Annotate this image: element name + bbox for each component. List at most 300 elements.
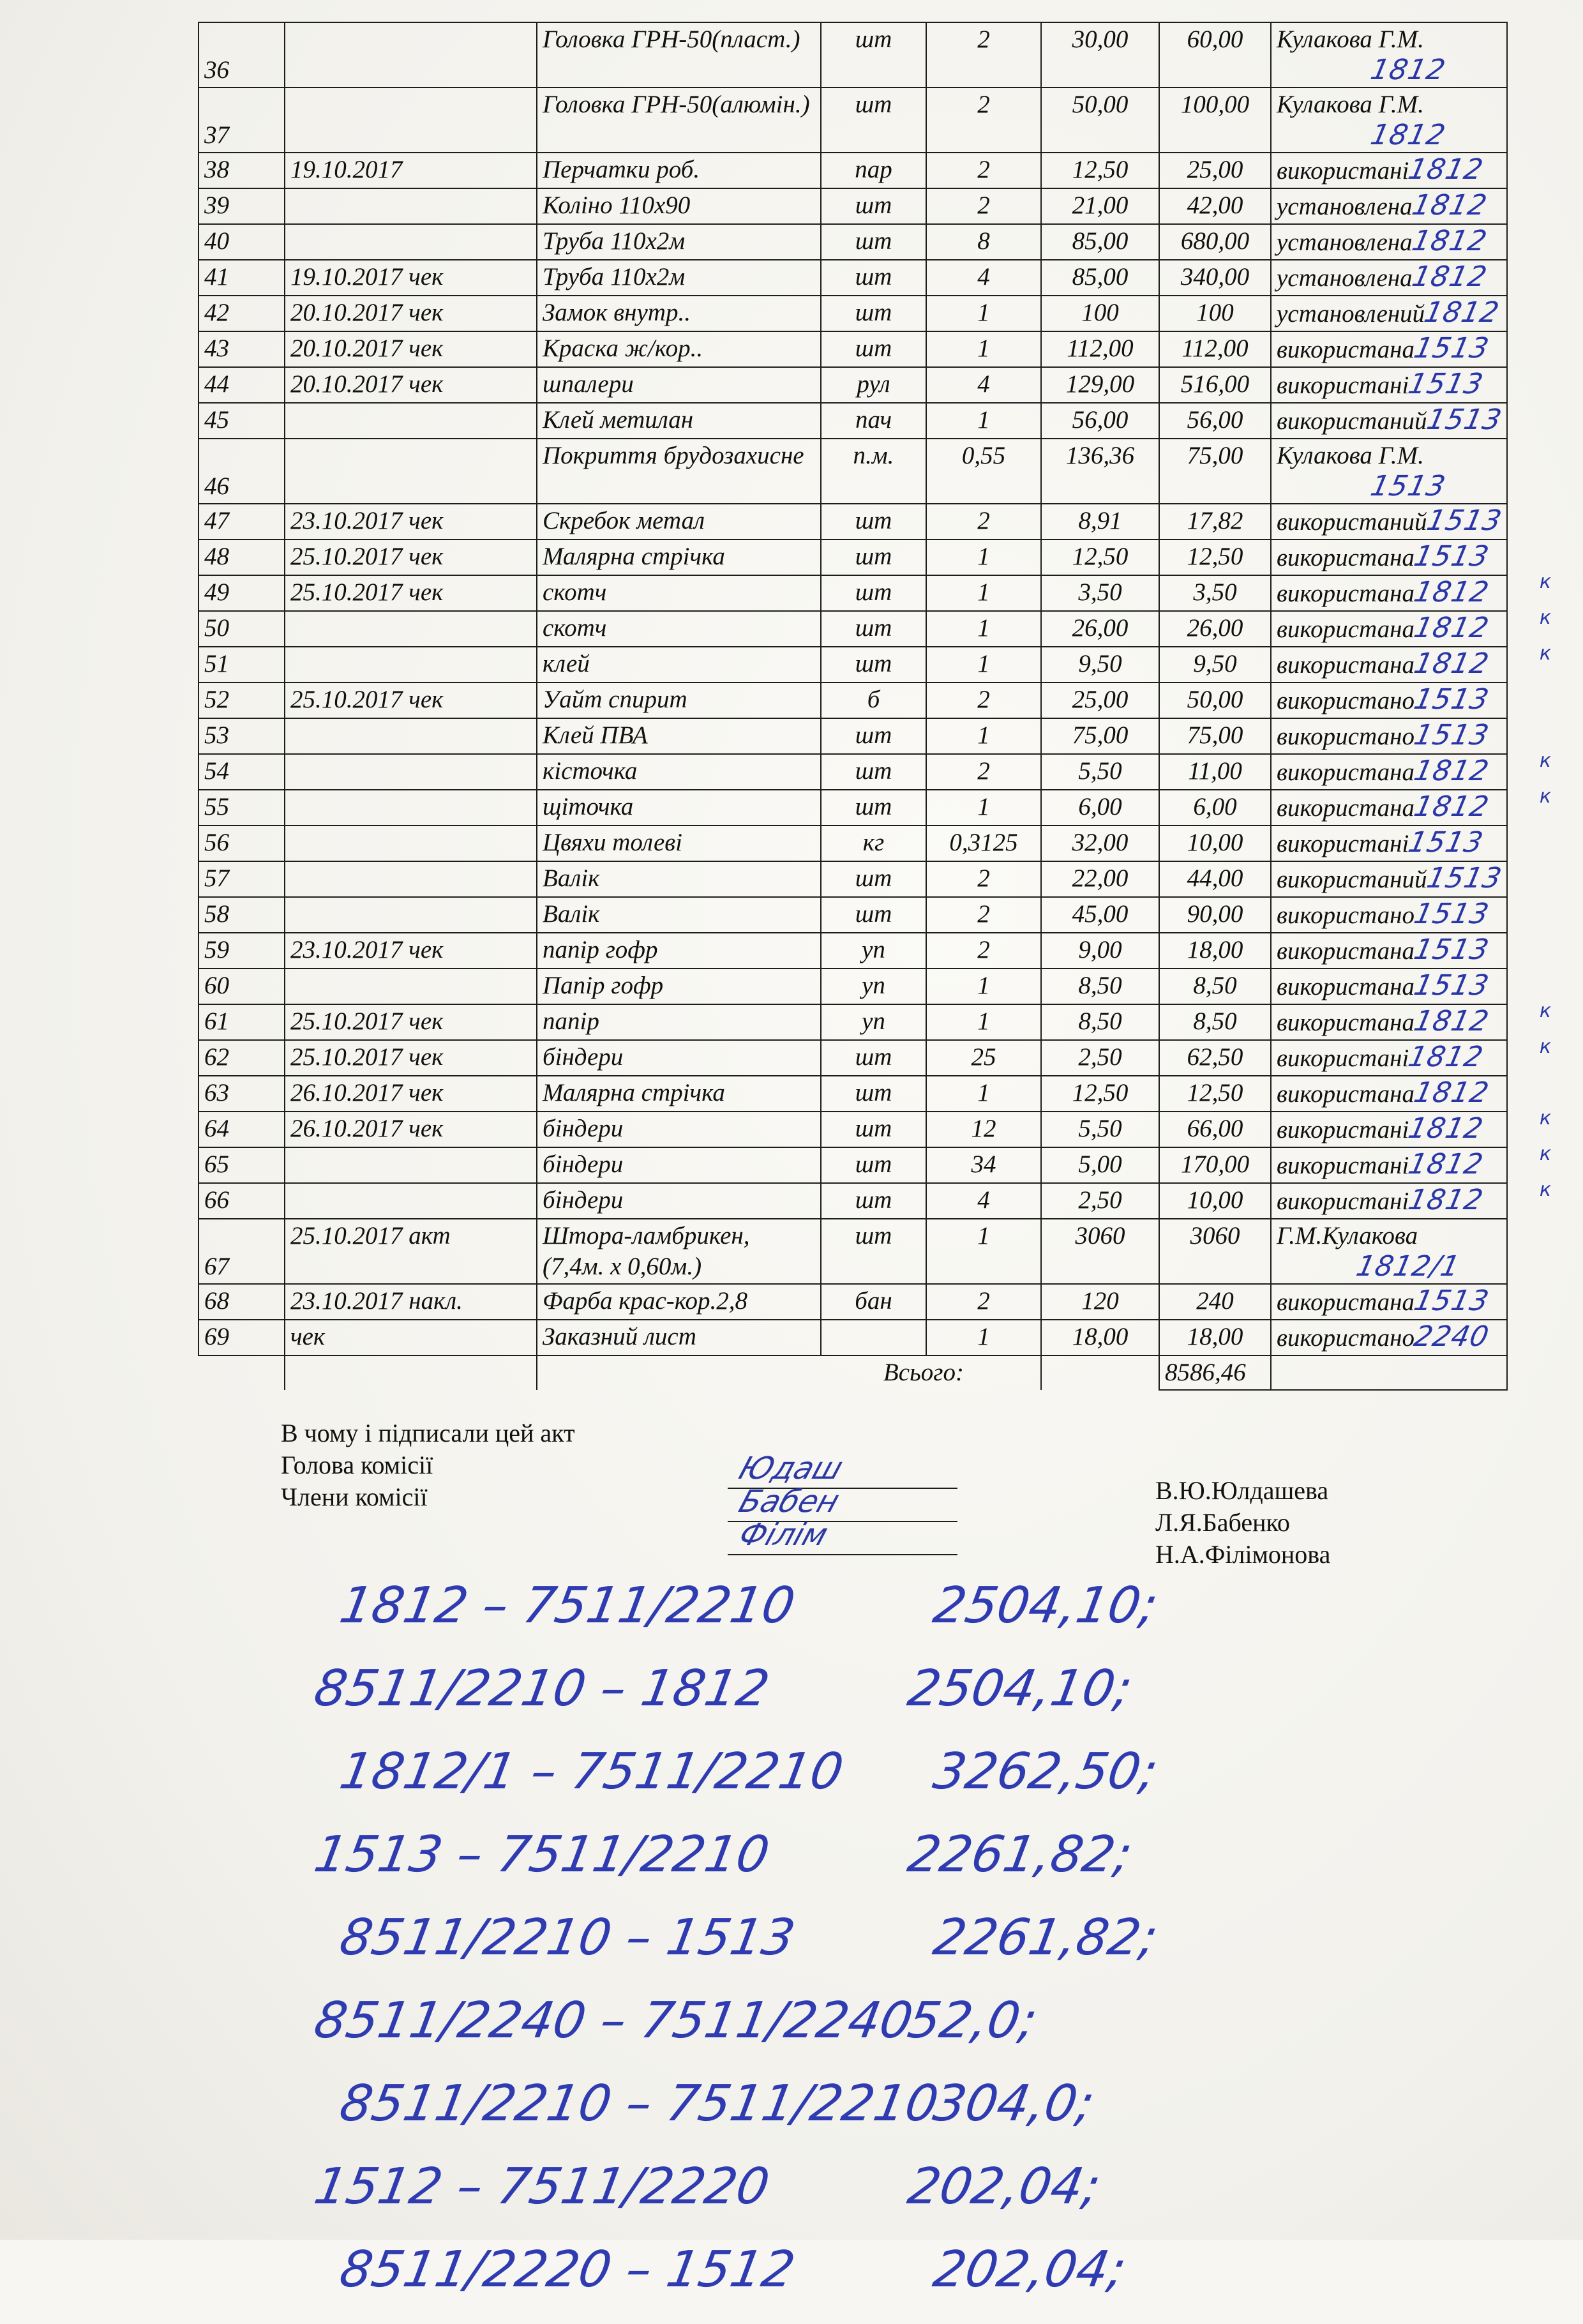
unit [821,1320,926,1355]
sum: 90,00 [1159,897,1271,933]
item-name: Валік [537,861,821,897]
unit: кг [821,826,926,861]
handwritten-account-code: 1513 [1411,933,1492,966]
price: 112,00 [1041,331,1159,367]
note-text: установлена [1277,264,1413,292]
quantity: 34 [926,1147,1041,1183]
unit: шт [821,260,926,296]
quantity: 2 [926,897,1041,933]
unit: п.м. [821,439,926,504]
handwritten-entry-amount: 2504,10; [929,1577,1162,1634]
unit: шт [821,647,926,683]
item-name: Фарба крас-кор.2,8 [537,1284,821,1320]
note-text: Кулакова Г.М. [1277,26,1424,53]
handwritten-entry-accounts: 8511/2210 – 1812 [310,1660,774,1717]
quantity: 2 [926,504,1041,540]
quantity: 0,3125 [926,826,1041,861]
table-row [199,260,1507,296]
row-date [285,439,537,504]
table-row [199,790,1507,826]
footer-line-1: В чому і підписали цей акт [281,1419,575,1447]
handwritten-account-code: 1812 [1411,612,1492,644]
price: 100 [1041,296,1159,331]
unit: пач [821,403,926,439]
quantity: 4 [926,367,1041,403]
item-name: Уайт спирит [537,683,821,718]
note-text: використана [1277,544,1414,571]
sum: 11,00 [1159,754,1271,790]
row-date [285,861,537,897]
note-text: використані [1277,1152,1409,1179]
row-number: 66 [199,1183,285,1219]
unit: шт [821,754,926,790]
price: 136,36 [1041,439,1159,504]
table-row [199,331,1507,367]
row-number: 59 [199,933,285,969]
note-text: використана [1277,1080,1414,1108]
sum: 12,50 [1159,540,1271,575]
sum: 44,00 [1159,861,1271,897]
handwritten-entry-amount: 3262,50; [929,1743,1162,1800]
item-name: Коліно 110х90 [537,188,821,224]
table-row [199,1147,1507,1183]
note-cell [1271,861,1507,897]
handwritten-entry-accounts: 8511/2210 – 7511/2210 [335,2075,943,2132]
note-cell [1271,439,1507,504]
handwritten-entry [331,1743,1227,1826]
row-date [285,87,537,153]
row-date: чек [285,1320,537,1355]
price: 5,00 [1041,1147,1159,1183]
price: 12,50 [1041,153,1159,188]
unit: шт [821,790,926,826]
handwritten-entry-accounts: 1512 – 7511/2220 [310,2158,774,2215]
row-number: 43 [199,331,285,367]
inventory-table [198,22,1551,1391]
handwritten-account-code: 1513 [1411,969,1492,1002]
item-name: Труба 110х2м [537,260,821,296]
price: 18,00 [1041,1320,1159,1355]
row-date [285,647,537,683]
row-number: 65 [199,1147,285,1183]
note-cell [1271,1036,1551,1076]
item-name: щіточка [537,790,821,826]
unit: б [821,683,926,718]
note-text: використана [1277,758,1414,786]
handwritten-entry [331,1909,1227,1992]
item-name: Цвяхи толеві [537,826,821,861]
row-number: 38 [199,153,285,188]
table-row [199,1076,1507,1112]
row-number: 37 [199,87,285,153]
item-name: Скребок метал [537,504,821,540]
note-cell [1271,296,1507,331]
quantity: 2 [926,188,1041,224]
handwritten-entry-accounts: 8511/2240 – 7511/2240 [310,1992,917,2049]
table-row [199,87,1507,153]
handwritten-entry-amount: 202,04; [903,2158,1105,2215]
sum: 18,00 [1159,1320,1271,1355]
row-number: 61 [199,1004,285,1040]
row-number: 57 [199,861,285,897]
unit: шт [821,575,926,611]
handwritten-account-code: 1513 [1411,1285,1492,1317]
handwritten-account-code: 1513 [1367,470,1449,502]
commission-name: Н.А.Філімонова [1155,1540,1331,1569]
handwritten-entry-amount: 202,04; [929,2241,1130,2298]
table-row [199,224,1507,260]
unit: шт [821,611,926,647]
row-number: 51 [199,647,285,683]
table-row [199,575,1507,611]
handwritten-account-code: 1513 [1411,898,1492,930]
row-date [285,1147,537,1183]
note-text: використана [1277,580,1414,607]
unit: рул [821,367,926,403]
item-name: Заказний лист [537,1320,821,1355]
item-name: біндери [537,1112,821,1147]
handwritten-account-code: 1513 [1406,368,1487,400]
note-cell [1271,1000,1551,1040]
commission-name: В.Ю.Юлдашева [1155,1476,1329,1505]
price: 45,00 [1041,897,1159,933]
handwritten-entry [306,1992,1201,2075]
note-text: Кулакова Г.М. [1277,442,1424,469]
item-name: клей [537,647,821,683]
handwritten-entry [306,2158,1201,2241]
handwritten-account-code: 1812 [1406,1041,1487,1073]
price: 22,00 [1041,861,1159,897]
sum: 100 [1159,296,1271,331]
row-date [285,1183,537,1219]
handwritten-account-code: 1513 [1406,826,1487,859]
price: 12,50 [1041,1076,1159,1112]
note-text: використані [1277,1116,1409,1143]
unit: шт [821,1112,926,1147]
item-name: скотч [537,575,821,611]
quantity: 1 [926,403,1041,439]
row-number: 44 [199,367,285,403]
note-cell [1271,1107,1551,1147]
note-text: використаний [1277,866,1427,893]
handwritten-account-code: 1812 [1406,1184,1487,1216]
row-number: 39 [199,188,285,224]
quantity: 1 [926,296,1041,331]
note-text: використана [1277,651,1414,679]
unit: шт [821,224,926,260]
handwritten-account-code: 1812 [1411,790,1492,823]
sum: 100,00 [1159,87,1271,153]
note-text: установлений [1277,300,1425,328]
price: 75,00 [1041,718,1159,754]
item-name: Краска ж/кор.. [537,331,821,367]
quantity: 1 [926,1320,1041,1355]
sum: 56,00 [1159,403,1271,439]
note-text: використані [1277,1188,1409,1215]
note-text: використані [1277,157,1409,185]
row-date [285,826,537,861]
quantity: 1 [926,718,1041,754]
sum: 66,00 [1159,1112,1271,1147]
quantity: 1 [926,1219,1041,1284]
footer-line-3: Члени комісії [281,1483,428,1511]
unit: шт [821,1183,926,1219]
note-cell [1271,1143,1551,1183]
note-cell [1271,331,1507,367]
unit: пар [821,153,926,188]
row-date: 23.10.2017 чек [285,933,537,969]
note-text: Кулакова Г.М. [1277,91,1424,118]
price: 2,50 [1041,1040,1159,1076]
handwritten-entry-amount: 2261,82; [929,1909,1162,1966]
row-number: 48 [199,540,285,575]
note-cell [1271,826,1507,861]
note-cell [1271,224,1507,260]
note-text: використана [1277,973,1414,1000]
table-row [199,1320,1507,1355]
sum: 60,00 [1159,22,1271,87]
total-label: Всього: [537,1355,1041,1390]
row-number: 62 [199,1040,285,1076]
note-text: використана [1277,1009,1414,1036]
row-date [285,790,537,826]
note-text: використано [1277,687,1414,714]
sum: 18,00 [1159,933,1271,969]
handwritten-entry [306,1660,1201,1743]
note-text: Г.М.Кулакова [1277,1222,1418,1249]
sum: 3,50 [1159,575,1271,611]
table-row [199,22,1507,87]
handwritten-account-code: 1812 [1406,153,1487,186]
row-date [285,188,537,224]
item-name: папір [537,1004,821,1040]
table-row [199,296,1507,331]
note-text: використано [1277,723,1414,750]
price: 25,00 [1041,683,1159,718]
table-row [199,861,1507,897]
item-name: біндери [537,1040,821,1076]
price: 5,50 [1041,754,1159,790]
row-number: 50 [199,611,285,647]
unit: шт [821,1219,926,1284]
unit: шт [821,897,926,933]
item-name: Малярна стрічка [537,1076,821,1112]
price: 129,00 [1041,367,1159,403]
handwritten-account-code: 1812 [1411,647,1492,680]
row-date: 26.10.2017 чек [285,1112,537,1147]
table-row [199,826,1507,861]
quantity: 1 [926,575,1041,611]
price: 6,00 [1041,790,1159,826]
row-date: 19.10.2017 [285,153,537,188]
handwritten-mark: к [1539,750,1551,772]
table-row [199,1040,1507,1076]
row-date: 25.10.2017 акт [285,1219,537,1284]
row-date: 23.10.2017 накл. [285,1284,537,1320]
handwritten-mark: к [1539,1143,1551,1165]
handwritten-account-code: 2240 [1411,1320,1492,1353]
handwritten-account-code: 1513 [1423,504,1505,537]
quantity: 1 [926,611,1041,647]
quantity: 2 [926,861,1041,897]
handwritten-mark: к [1539,1036,1551,1058]
row-date: 20.10.2017 чек [285,367,537,403]
row-number: 67 [199,1219,285,1284]
total-value: 8586,46 [1159,1355,1271,1390]
table-row [199,933,1507,969]
handwritten-account-code: 1812 [1406,1112,1487,1145]
note-text: використані [1277,830,1409,857]
handwritten-entry-amount: 2261,82; [903,1826,1137,1883]
item-name: Клей метилан [537,403,821,439]
item-name: Труба 110х2м [537,224,821,260]
handwritten-entry [306,1826,1201,1909]
item-name: Малярна стрічка [537,540,821,575]
sum: 62,50 [1159,1040,1271,1076]
quantity: 1 [926,331,1041,367]
item-name: біндери [537,1183,821,1219]
table-row [199,1004,1507,1040]
price: 8,91 [1041,504,1159,540]
handwritten-account-code: 1812 [1411,1076,1492,1109]
quantity: 2 [926,683,1041,718]
price: 8,50 [1041,1004,1159,1040]
quantity: 1 [926,969,1041,1004]
row-date [285,718,537,754]
item-name: шпалери [537,367,821,403]
quantity: 1 [926,1076,1041,1112]
price: 85,00 [1041,260,1159,296]
unit: шт [821,188,926,224]
note-text: використано [1277,1324,1414,1352]
handwritten-entry-accounts: 1513 – 7511/2210 [310,1826,774,1883]
handwritten-account-code: 1812 [1409,225,1490,257]
note-text: використана [1277,794,1414,822]
sum: 240 [1159,1284,1271,1320]
row-number: 42 [199,296,285,331]
sum: 50,00 [1159,683,1271,718]
unit: уп [821,1004,926,1040]
row-number: 46 [199,439,285,504]
price: 2,50 [1041,1183,1159,1219]
table-row [199,1112,1507,1147]
note-cell [1271,540,1507,575]
item-name: Папір гофр [537,969,821,1004]
unit: шт [821,504,926,540]
row-date [285,22,537,87]
table-row [199,897,1507,933]
quantity: 25 [926,1040,1041,1076]
unit: шт [821,87,926,153]
table-row [199,1183,1507,1219]
unit: шт [821,22,926,87]
handwritten-entry [331,1577,1227,1660]
sum: 17,82 [1159,504,1271,540]
item-name: Покриття брудозахисне [537,439,821,504]
note-cell [1271,504,1507,540]
note-cell [1271,1219,1507,1284]
note-text: використана [1277,336,1414,363]
note-cell [1271,153,1507,188]
table-row [199,611,1507,647]
sum: 75,00 [1159,439,1271,504]
price: 32,00 [1041,826,1159,861]
row-date [285,969,537,1004]
handwritten-account-code: 1812 [1367,54,1449,86]
table-row [199,969,1507,1004]
row-number: 68 [199,1284,285,1320]
note-cell [1271,403,1507,439]
quantity: 8 [926,224,1041,260]
sum: 26,00 [1159,611,1271,647]
sum: 10,00 [1159,1183,1271,1219]
unit: шт [821,718,926,754]
sum: 112,00 [1159,331,1271,367]
note-cell [1271,367,1507,403]
price: 26,00 [1041,611,1159,647]
note-cell [1271,188,1507,224]
sum: 75,00 [1159,718,1271,754]
note-cell [1271,642,1551,683]
row-number: 49 [199,575,285,611]
handwritten-account-code: 1513 [1411,332,1492,365]
quantity: 2 [926,754,1041,790]
handwritten-mark: к [1539,785,1551,808]
note-cell [1271,969,1507,1004]
unit: шт [821,540,926,575]
note-text: використана [1277,615,1414,643]
handwritten-account-code: 1812 [1367,119,1449,151]
row-number: 63 [199,1076,285,1112]
signature-scribble: Філім [734,1517,832,1553]
handwritten-mark: к [1539,571,1551,593]
row-number: 53 [199,718,285,754]
unit: бан [821,1284,926,1320]
handwritten-entry-accounts: 8511/2220 – 1512 [335,2241,799,2298]
handwritten-account-code: 1513 [1411,683,1492,716]
note-cell [1271,750,1551,790]
handwritten-entry-accounts: 1812/1 – 7511/2210 [335,1743,848,1800]
row-date: 25.10.2017 чек [285,1040,537,1076]
note-cell [1271,933,1507,969]
row-date [285,224,537,260]
row-date: 20.10.2017 чек [285,331,537,367]
table-row [199,403,1507,439]
signature-scribble: Юдаш [734,1451,848,1486]
sum: 8,50 [1159,1004,1271,1040]
sum: 8,50 [1159,969,1271,1004]
item-name: Штора-ламбрикен, (7,4м. х 0,60м.) [537,1219,821,1284]
handwritten-entry-accounts: 8511/2210 – 1513 [335,1909,799,1966]
row-date [285,611,537,647]
quantity: 1 [926,540,1041,575]
note-text: використана [1277,1288,1414,1316]
row-date: 25.10.2017 чек [285,575,537,611]
unit: шт [821,1076,926,1112]
signature-block [281,1417,575,1513]
table-row [199,439,1507,504]
row-date: 25.10.2017 чек [285,540,537,575]
quantity: 12 [926,1112,1041,1147]
handwritten-mark: к [1539,607,1551,629]
table-row [199,718,1507,754]
row-date: 19.10.2017 чек [285,260,537,296]
item-name: скотч [537,611,821,647]
note-cell [1271,1320,1507,1355]
handwritten-mark: к [1539,642,1551,665]
signature-scribble: Бабен [734,1484,844,1520]
handwritten-entry-amount: 304,0; [929,2075,1099,2132]
